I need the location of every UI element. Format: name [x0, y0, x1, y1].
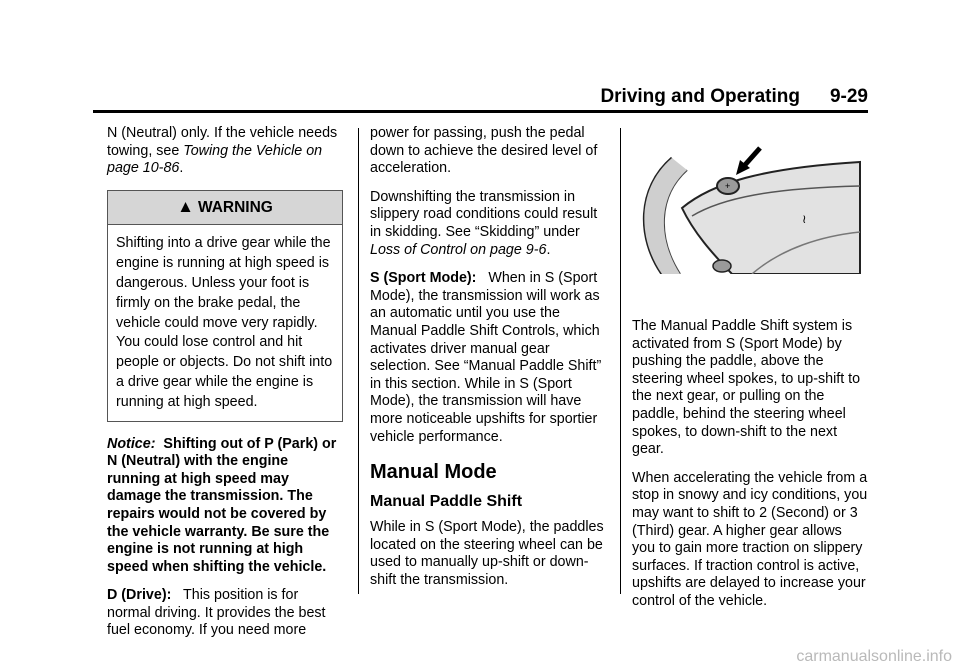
warning-header	[108, 191, 342, 226]
paragraph-acceleration: power for passing, push the pedal down to achieve the desired level of acceleration.	[370, 125, 598, 177]
column-1	[107, 125, 343, 651]
warning-icon: ▲	[177, 196, 194, 216]
accelerating-paragraph: When accelerating the vehicle from a stop in snowy and icy conditions, you may want to shift to 2 (Second) or 3 (Third) gear. A higher gear allows you to gain more traction on slippery surfaces. If traction control is active, upshifts are delayed to increase your control of the vehicle.	[632, 469, 868, 609]
steering-wheel-illustration	[632, 128, 862, 274]
column-3	[632, 128, 868, 622]
section-title: Driving and Operating	[600, 86, 800, 107]
loss-of-control-link[interactable]: Loss of Control on page 9-6	[370, 241, 547, 258]
warning-title: WARNING	[197, 198, 273, 216]
drive-paragraph: D (Drive): This position is for normal driving. It provides the best fuel economy. If you need more	[107, 587, 326, 639]
sport-label: S (Sport Mode):	[370, 270, 477, 287]
svg-text:+: +	[725, 181, 731, 191]
watermark: carmanualsonline.info	[796, 648, 952, 665]
paddle-shift-heading: Manual Paddle Shift	[370, 493, 523, 511]
towing-link[interactable]: Towing the Vehicle on page 10-86	[107, 142, 323, 177]
drive-label: D (Drive):	[107, 587, 172, 604]
sport-paragraph: S (Sport Mode): When in S (Sport Mode), the transmission will work as an automatic until you use the Manual Paddle Shift Controls, which activates driver manual gear selection. See “Manual Paddle Shift” in this section. While in S (Sport Mode), the transmission will have more noticeable upshifts for sportier vehicle performance.	[370, 270, 602, 445]
paddle-system-paragraph: The Manual Paddle Shift system is activated from S (Sport Mode) by pushing the paddle, above the steering wheel spokes, to up-shift to the next gear, or pulling on the paddle, behind the steering wheel spokes, to down-shift to the next gear.	[632, 318, 861, 458]
notice-paragraph	[107, 436, 343, 577]
page-number: 9-29	[829, 86, 868, 107]
page-header	[580, 86, 868, 108]
paddle-paragraph: While in S (Sport Mode), the paddles located on the steering wheel can be used to manually up-shift or down-shift the transmission.	[370, 519, 604, 588]
manual-mode-heading: Manual Mode	[370, 461, 497, 484]
notice-label: Notice:	[107, 435, 156, 452]
warning-body: Shifting into a drive gear while the engine is running at high speed is dangerous. Unless your foot is firmly on the brake pedal, the vehicle could move very rapidly. You could lose control and hit people or objects. Do not shift into a drive gear while the engine is running at high speed.	[116, 235, 333, 410]
svg-text:≀: ≀	[802, 212, 807, 226]
notice-text: Shifting out of P (Park) or N (Neutral) with the engine running at high speed may damage the transmission. The repairs would not be covered by the vehicle warranty. Be sure the engine is not running at high speed when shifting the vehicle.	[107, 435, 337, 575]
column-divider-2	[620, 128, 621, 594]
steering-wheel-figure	[632, 128, 862, 274]
column-divider-1	[358, 128, 359, 594]
warning-box	[107, 190, 343, 422]
paragraph-neutral: N (Neutral) only. If the vehicle needs towing, see Towing the Vehicle on page 10-86.	[107, 125, 338, 177]
paragraph-downshift: Downshifting the transmission in slippery road conditions could result in skidding. See “Skidding” under Loss of Control on page 9-6.	[370, 188, 598, 258]
header-rule	[93, 110, 868, 113]
column-2	[370, 125, 606, 600]
